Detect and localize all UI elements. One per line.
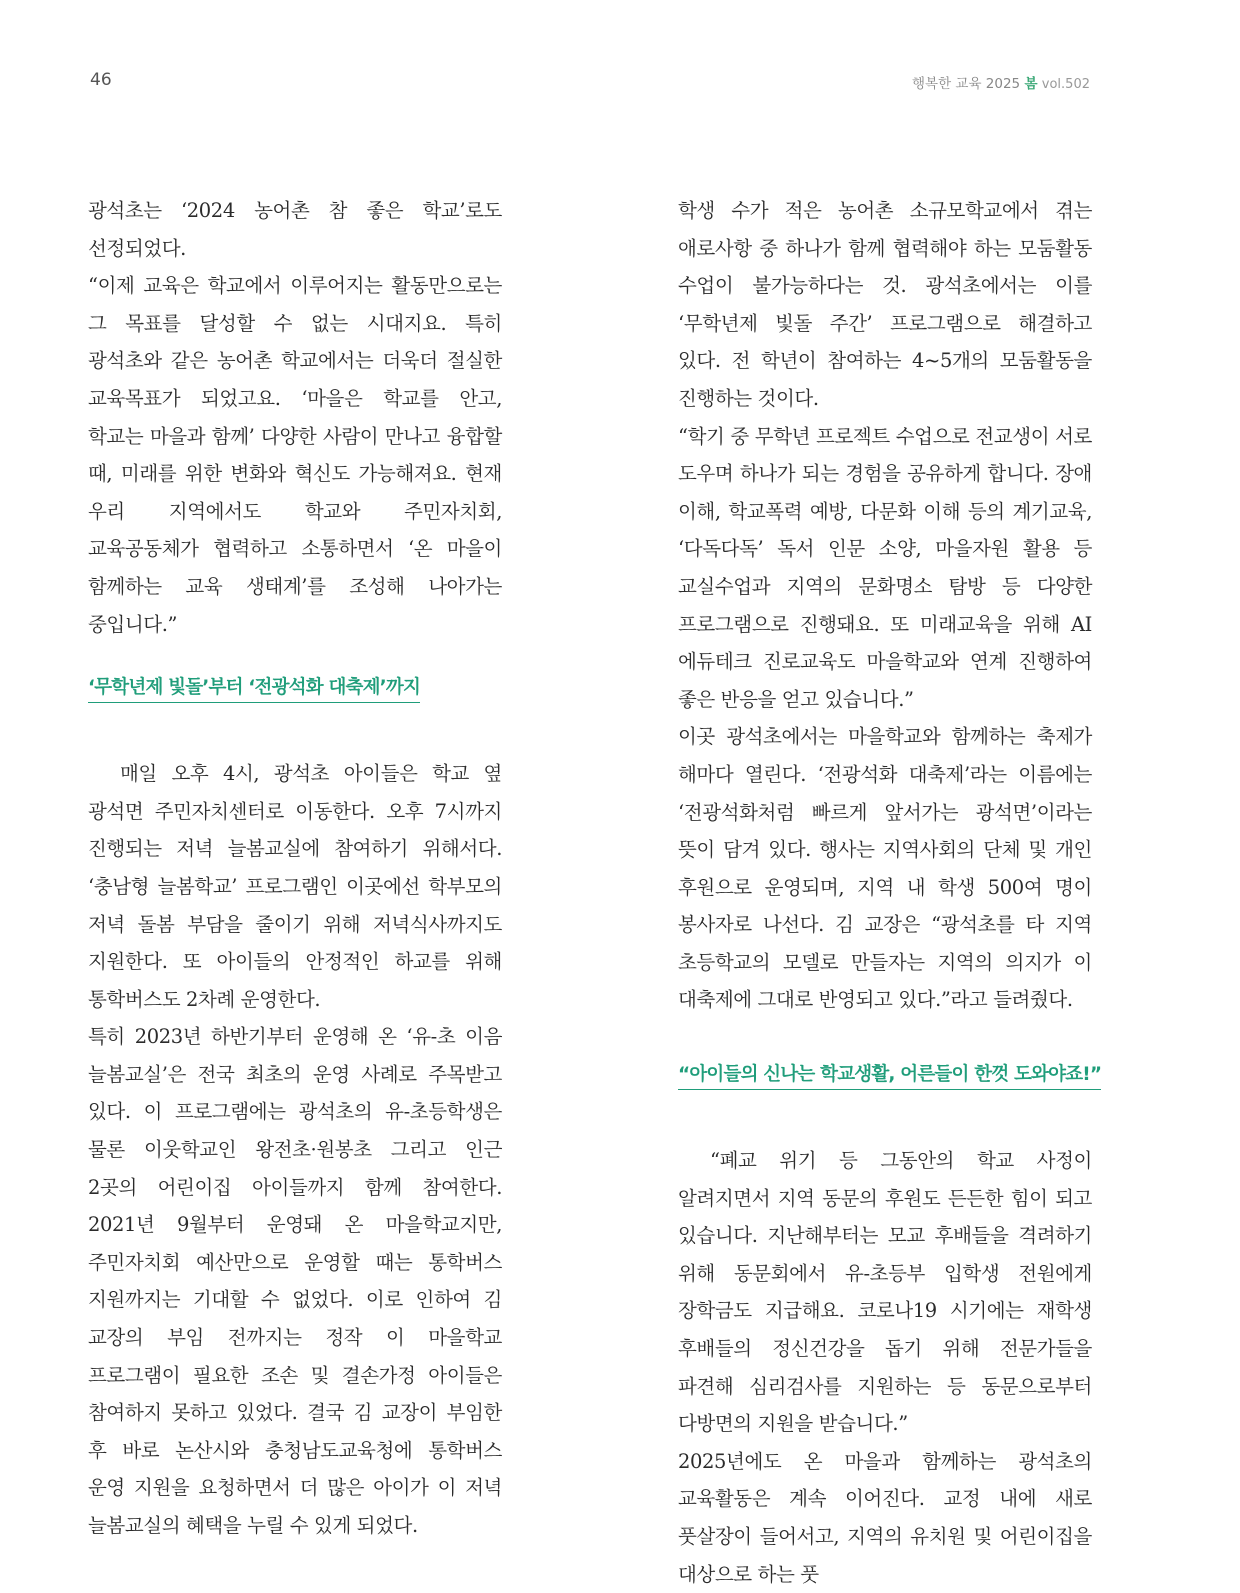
quote-paragraph: “학기 중 무학년 프로젝트 수업으로 전교생이 서로 도우며 하나가 되는 경험을 공유하게 합니다. 장애 이해, 학교폭력 예방, 다문화 이해 등의 계기교육, ‘다독다독’ 독서 인문 소양, 마을자원 활용 등 교실수업과 지역의 문화명소 탐방 등 다양한 프로그램으로 진행돼요. 또 미래교육을 위해 AI 에듀테크 진로교육도 마을학교와 연계 진행하여 좋은 반응을 얻고 있습니다.” bbox=[678, 424, 1092, 711]
paragraph: 이곳 광석초에서는 마을학교와 함께하는 축제가 해마다 열린다. ‘전광석화 대축제’라는 이름에는 ‘전광석화처럼 빠르게 앞서가는 광석면’이라는 뜻이 담겨 있다. 행사는 지역사회의 단체 및 개인 후원으로 운영되며, 지역 내 학생 500여 명이 봉사자로 나선다. 김 교장은 “광석초를 타 지역 초등학교의 모델로 만들자는 지역의 의지가 이 대축제에 그대로 반영되고 있다.”라고 들려줬다. bbox=[678, 725, 1092, 1012]
paragraph: 2025년에도 온 마을과 함께하는 광석초의 교육활동은 계속 이어진다. 교정 내에 새로 풋살장이 들어서고, 지역의 유치원 및 어린이집을 대상으로 하는 풋 bbox=[678, 1449, 1092, 1586]
section-heading: ‘무학년제 빛돌’부터 ‘전광석화 대축제’까지 bbox=[88, 673, 420, 703]
section-heading: “아이들의 신나는 학교생활, 어른들이 한껏 도와야죠!” bbox=[678, 1060, 1101, 1090]
quote-paragraph: “폐교 위기 등 그동안의 학교 사정이 알려지면서 지역 동문의 후원도 든든한 힘이 되고 있습니다. 지난해부터는 모교 후배들을 격려하기 위해 동문회에서 유-초등부 입학생 전원에게 장학금도 지급해요. 코로나19 시기에는 재학생 후배들의 정신건강을 돕기 위해 전문가들을 파견해 심리검사를 지원하는 등 동문으로부터 다방면의 지원을 받습니다.” bbox=[678, 1149, 1092, 1436]
right-column bbox=[678, 192, 1102, 1593]
paragraph: 학생 수가 적은 농어촌 소규모학교에서 겪는 애로사항 중 하나가 함께 협력해야 하는 모둠활동 수업이 불가능하다는 것. 광석초에서는 이를 ‘무학년제 빛돌 주간’ 프로그램으로 해결하고 있다. 전 학년이 참여하는 4~5개의 모둠활동을 진행하는 것이다. bbox=[678, 199, 1092, 410]
volume-label: vol.502 bbox=[1041, 77, 1090, 92]
season-label: 봄 bbox=[1024, 76, 1038, 92]
left-column bbox=[88, 192, 502, 1545]
paragraph: 특히 2023년 하반기부터 운영해 온 ‘유-초 이음 늘봄교실’은 전국 최초의 운영 사례로 주목받고 있다. 이 프로그램에는 광석초의 유-초등학생은 물론 이웃학교인 왕전초·원봉초 그리고 인근 2곳의 어린이집 아이들까지 함께 참여한다. 2021년 9월부터 운영돼 온 마을학교지만, 주민자치회 예산만으로 운영할 때는 통학버스 지원까지는 기대할 수 없었다. 이로 인하여 김 교장의 부임 전까지는 정작 이 마을학교 프로그램이 필요한 조손 및 결손가정 아이들은 참여하지 못하고 있었다. 결국 김 교장이 부임한 후 바로 논산시와 충청남도교육청에 통학버스 운영 지원을 요청하면서 더 많은 아이가 이 저녁 늘봄교실의 혜택을 누릴 수 있게 되었다. bbox=[88, 1025, 502, 1537]
page-number: 46 bbox=[90, 70, 112, 90]
running-header bbox=[912, 72, 1090, 92]
magazine-title: 행복한 교육 2025 bbox=[911, 76, 1021, 92]
paragraph: 매일 오후 4시, 광석초 아이들은 학교 옆 광석면 주민자치센터로 이동한다. 오후 7시까지 진행되는 저녁 늘봄교실에 참여하기 위해서다. ‘충남형 늘봄학교’ 프로그램인 이곳에선 학부모의 저녁 돌봄 부담을 줄이기 위해 저녁식사까지도 지원한다. 또 아이들의 안정적인 하교를 위해 통학버스도 2차례 운영한다. bbox=[88, 762, 502, 1011]
paragraph: 광석초는 ‘2024 농어촌 참 좋은 학교’로도 선정되었다. bbox=[88, 199, 502, 260]
quote-paragraph: “이제 교육은 학교에서 이루어지는 활동만으로는 그 목표를 달성할 수 없는 시대지요. 특히 광석초와 같은 농어촌 학교에서는 더욱더 절실한 교육목표가 되었고요. ‘마을은 학교를 안고, 학교는 마을과 함께’ 다양한 사람이 만나고 융합할 때, 미래를 위한 변화와 혁신도 가능해져요. 현재 우리 지역에서도 학교와 주민자치회, 교육공동체가 협력하고 소통하면서 ‘온 마을이 함께하는 교육 생태계’를 조성해 나아가는 중입니다.” bbox=[88, 274, 502, 636]
